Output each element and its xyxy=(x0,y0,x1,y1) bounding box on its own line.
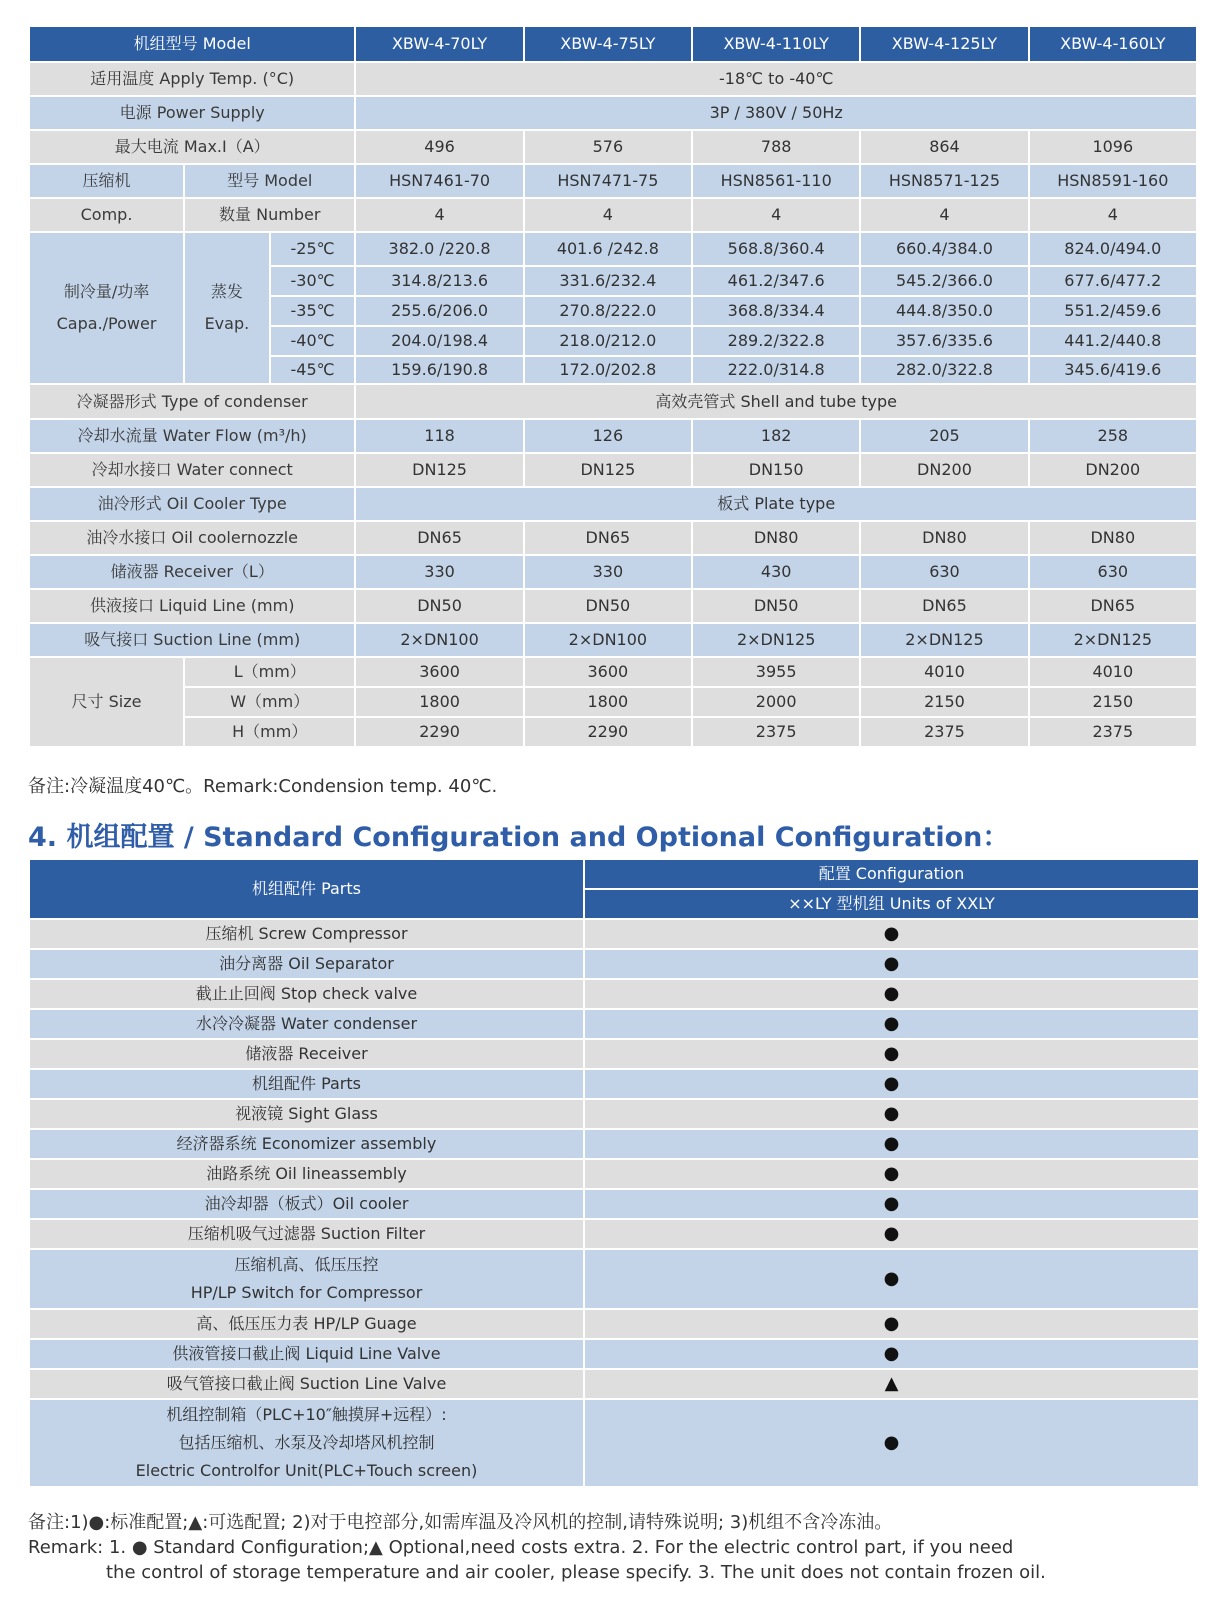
suction-line-value: 2×DN125 xyxy=(1029,623,1197,657)
config-row xyxy=(29,1189,1199,1219)
liquid-line-value: DN50 xyxy=(692,589,860,623)
capacity-value: 222.0/314.8 xyxy=(692,356,860,384)
config-part-line: Electric Controlfor Unit(PLC+Touch screen) xyxy=(135,1461,478,1480)
suction-line-label: 吸气接口 Suction Line (mm) xyxy=(29,623,355,657)
size-row xyxy=(29,687,1197,717)
max-current-value: 1096 xyxy=(1029,130,1197,164)
compressor-label-cn: 压缩机 xyxy=(29,164,184,198)
capacity-value: 401.6 /242.8 xyxy=(524,232,692,266)
config-body xyxy=(29,919,1199,1487)
water-flow-value: 118 xyxy=(355,419,523,453)
size-dim: L（mm） xyxy=(184,657,355,687)
oil-cooler-type-value: 板式 Plate type xyxy=(355,487,1197,521)
config-part-line: 油分离器 Oil Separator xyxy=(219,954,394,973)
units-header: ××LY 型机组 Units of XXLY xyxy=(584,889,1199,919)
receiver-value: 630 xyxy=(860,555,1028,589)
standard-mark: ● xyxy=(584,1219,1199,1249)
evap-label-cn: 蒸发 xyxy=(210,282,243,301)
config-part xyxy=(29,949,584,979)
config-part-line: 视液镜 Sight Glass xyxy=(235,1104,378,1123)
capacity-value: 461.2/347.6 xyxy=(692,266,860,296)
max-current-row xyxy=(29,130,1197,164)
oil-nozzle-value: DN80 xyxy=(1029,521,1197,555)
standard-mark: ● xyxy=(584,919,1199,949)
compressor-model-value: HSN7461-70 xyxy=(355,164,523,198)
oil-cooler-type-row xyxy=(29,487,1197,521)
config-header: 配置 Configuration xyxy=(584,859,1199,889)
condenser-type-label: 冷凝器形式 Type of condenser xyxy=(29,384,355,419)
standard-mark: ● xyxy=(584,1039,1199,1069)
config-part xyxy=(29,1249,584,1309)
water-connect-row xyxy=(29,453,1197,487)
power-supply-label: 电源 Power Supply xyxy=(29,96,355,130)
size-row xyxy=(29,657,1197,687)
config-part-line: 高、低压压力表 HP/LP Guage xyxy=(196,1314,417,1333)
size-value: 1800 xyxy=(355,687,523,717)
oil-nozzle-value: DN80 xyxy=(692,521,860,555)
config-table xyxy=(28,858,1200,1488)
config-part xyxy=(29,1159,584,1189)
suction-line-value: 2×DN125 xyxy=(692,623,860,657)
liquid-line-value: DN50 xyxy=(524,589,692,623)
standard-mark: ● xyxy=(584,1189,1199,1219)
size-dim: H（mm） xyxy=(184,717,355,747)
water-connect-value: DN200 xyxy=(860,453,1028,487)
config-part xyxy=(29,1099,584,1129)
water-flow-label: 冷却水流量 Water Flow (m³/h) xyxy=(29,419,355,453)
compressor-model-row xyxy=(29,164,1197,198)
evap-label-en: Evap. xyxy=(204,314,250,333)
oil-nozzle-value: DN80 xyxy=(860,521,1028,555)
config-header-row xyxy=(29,859,1199,889)
standard-mark: ● xyxy=(584,1309,1199,1339)
size-value: 1800 xyxy=(524,687,692,717)
capacity-value: 551.2/459.6 xyxy=(1029,296,1197,326)
capacity-value: 824.0/494.0 xyxy=(1029,232,1197,266)
size-value: 2290 xyxy=(524,717,692,747)
capacity-value: 172.0/202.8 xyxy=(524,356,692,384)
size-value: 3955 xyxy=(692,657,860,687)
standard-mark: ● xyxy=(584,949,1199,979)
water-flow-row xyxy=(29,419,1197,453)
capacity-value: 444.8/350.0 xyxy=(860,296,1028,326)
size-value: 3600 xyxy=(355,657,523,687)
max-current-label: 最大电流 Max.I（A） xyxy=(29,130,355,164)
oil-nozzle-value: DN65 xyxy=(524,521,692,555)
size-value: 2290 xyxy=(355,717,523,747)
config-part-line: 截止止回阀 Stop check valve xyxy=(195,984,418,1003)
config-row xyxy=(29,1069,1199,1099)
config-part-line: HP/LP Switch for Compressor xyxy=(190,1283,423,1302)
config-row xyxy=(29,1129,1199,1159)
config-row xyxy=(29,1309,1199,1339)
config-part xyxy=(29,919,584,949)
liquid-line-label: 供液接口 Liquid Line (mm) xyxy=(29,589,355,623)
config-remark-en-1: Remark: 1. ● Standard Configuration;▲ Optional,need costs extra. 2. For the electric control part, if you need xyxy=(28,1537,1014,1558)
standard-mark: ● xyxy=(584,1009,1199,1039)
model-header-row xyxy=(29,26,1197,62)
evap-temp: -40℃ xyxy=(270,326,356,356)
max-current-value: 864 xyxy=(860,130,1028,164)
capacity-value: 568.8/360.4 xyxy=(692,232,860,266)
compressor-model-value: HSN8591-160 xyxy=(1029,164,1197,198)
size-value: 2000 xyxy=(692,687,860,717)
water-connect-value: DN125 xyxy=(355,453,523,487)
config-part xyxy=(29,1069,584,1099)
liquid-line-row xyxy=(29,589,1197,623)
compressor-number-value: 4 xyxy=(355,198,523,232)
condenser-type-row xyxy=(29,384,1197,419)
config-part xyxy=(29,1129,584,1159)
config-part-line: 压缩机 Screw Compressor xyxy=(205,924,408,943)
config-part-line: 吸气管接口截止阀 Suction Line Valve xyxy=(166,1374,447,1393)
config-part-line: 储液器 Receiver xyxy=(245,1044,368,1063)
receiver-value: 330 xyxy=(524,555,692,589)
compressor-number-value: 4 xyxy=(524,198,692,232)
suction-line-row xyxy=(29,623,1197,657)
water-connect-value: DN200 xyxy=(1029,453,1197,487)
standard-mark: ● xyxy=(584,1339,1199,1369)
liquid-line-value: DN65 xyxy=(860,589,1028,623)
config-part xyxy=(29,1309,584,1339)
config-row xyxy=(29,919,1199,949)
config-row xyxy=(29,1099,1199,1129)
config-part-line: 压缩机吸气过滤器 Suction Filter xyxy=(187,1224,426,1243)
condenser-type-value: 高效壳管式 Shell and tube type xyxy=(355,384,1197,419)
config-part-line: 压缩机高、低压压控 xyxy=(234,1255,379,1274)
capacity-label-en: Capa./Power xyxy=(56,314,157,333)
capacity-value: 331.6/232.4 xyxy=(524,266,692,296)
spec-table xyxy=(28,25,1198,748)
model-header-label: 机组型号 Model xyxy=(29,26,355,62)
apply-temp-label: 适用温度 Apply Temp. (°C) xyxy=(29,62,355,96)
size-value: 2150 xyxy=(860,687,1028,717)
standard-mark: ● xyxy=(584,1099,1199,1129)
receiver-label: 储液器 Receiver（L） xyxy=(29,555,355,589)
compressor-number-label: 数量 Number xyxy=(184,198,355,232)
config-part xyxy=(29,1189,584,1219)
capacity-value: 270.8/222.0 xyxy=(524,296,692,326)
max-current-value: 496 xyxy=(355,130,523,164)
config-part xyxy=(29,1039,584,1069)
suction-line-value: 2×DN125 xyxy=(860,623,1028,657)
standard-mark: ● xyxy=(584,979,1199,1009)
capacity-value: 368.8/334.4 xyxy=(692,296,860,326)
compressor-label-en: Comp. xyxy=(29,198,184,232)
liquid-line-value: DN65 xyxy=(1029,589,1197,623)
size-value: 2375 xyxy=(692,717,860,747)
evap-temp: -45℃ xyxy=(270,356,356,384)
config-remark-en-2: the control of storage temperature and air cooler, please specify. 3. The unit does not contain frozen oil. xyxy=(106,1562,1046,1583)
config-row xyxy=(29,1009,1199,1039)
compressor-number-value: 4 xyxy=(1029,198,1197,232)
config-part-line: 油冷却器（板式）Oil cooler xyxy=(204,1194,409,1213)
apply-temp-value: -18℃ to -40℃ xyxy=(355,62,1197,96)
capacity-value: 660.4/384.0 xyxy=(860,232,1028,266)
section-title: 4. 机组配置 / Standard Configuration and Optional Configuration： xyxy=(28,822,1010,853)
config-part-line: 机组控制箱（PLC+10″触摸屏+远程）: xyxy=(166,1405,447,1424)
standard-mark: ● xyxy=(584,1129,1199,1159)
oil-cooler-type-label: 油冷形式 Oil Cooler Type xyxy=(29,487,355,521)
config-row xyxy=(29,1369,1199,1399)
capacity-value: 255.6/206.0 xyxy=(355,296,523,326)
config-part xyxy=(29,1369,584,1399)
standard-mark: ● xyxy=(584,1069,1199,1099)
optional-mark: ▲ xyxy=(584,1369,1199,1399)
compressor-model-label: 型号 Model xyxy=(184,164,355,198)
suction-line-value: 2×DN100 xyxy=(355,623,523,657)
standard-mark: ● xyxy=(584,1159,1199,1189)
water-connect-value: DN150 xyxy=(692,453,860,487)
model-name: XBW-4-160LY xyxy=(1029,26,1197,62)
oil-nozzle-label: 油冷水接口 Oil coolernozzle xyxy=(29,521,355,555)
size-label: 尺寸 Size xyxy=(29,657,184,747)
config-part-line: 经济器系统 Economizer assembly xyxy=(176,1134,437,1153)
receiver-value: 330 xyxy=(355,555,523,589)
capacity-label-cn: 制冷量/功率 xyxy=(63,282,150,301)
water-flow-value: 182 xyxy=(692,419,860,453)
config-part xyxy=(29,979,584,1009)
size-value: 4010 xyxy=(860,657,1028,687)
receiver-row xyxy=(29,555,1197,589)
config-part xyxy=(29,1399,584,1487)
capacity-value: 545.2/366.0 xyxy=(860,266,1028,296)
config-part-line: 供液管接口截止阀 Liquid Line Valve xyxy=(172,1344,441,1363)
max-current-value: 576 xyxy=(524,130,692,164)
parts-header: 机组配件 Parts xyxy=(29,859,584,919)
model-name: XBW-4-125LY xyxy=(860,26,1028,62)
config-part-line: 机组配件 Parts xyxy=(251,1074,361,1093)
evap-temp: -30℃ xyxy=(270,266,356,296)
apply-temp-row xyxy=(29,62,1197,96)
receiver-value: 630 xyxy=(1029,555,1197,589)
evap-temp: -35℃ xyxy=(270,296,356,326)
max-current-value: 788 xyxy=(692,130,860,164)
compressor-model-value: HSN8571-125 xyxy=(860,164,1028,198)
capacity-value: 204.0/198.4 xyxy=(355,326,523,356)
capacity-value: 441.2/440.8 xyxy=(1029,326,1197,356)
compressor-number-row xyxy=(29,198,1197,232)
config-part xyxy=(29,1339,584,1369)
config-part xyxy=(29,1219,584,1249)
size-value: 4010 xyxy=(1029,657,1197,687)
water-flow-value: 205 xyxy=(860,419,1028,453)
evap-label xyxy=(184,232,270,384)
config-remark-cn: 备注:1)●:标准配置;▲:可选配置; 2)对于电控部分,如需库温及冷风机的控制,请特殊说明; 3)机组不含冷冻油。 xyxy=(28,1512,893,1533)
oil-nozzle-value: DN65 xyxy=(355,521,523,555)
config-row xyxy=(29,1039,1199,1069)
capacity-value: 314.8/213.6 xyxy=(355,266,523,296)
capacity-value: 382.0 /220.8 xyxy=(355,232,523,266)
size-value: 2375 xyxy=(1029,717,1197,747)
water-connect-label: 冷却水接口 Water connect xyxy=(29,453,355,487)
capacity-row xyxy=(29,232,1197,266)
config-row xyxy=(29,1399,1199,1487)
model-name: XBW-4-110LY xyxy=(692,26,860,62)
liquid-line-value: DN50 xyxy=(355,589,523,623)
suction-line-value: 2×DN100 xyxy=(524,623,692,657)
compressor-model-value: HSN7471-75 xyxy=(524,164,692,198)
config-part-line: 油路系统 Oil lineassembly xyxy=(206,1164,407,1183)
model-name: XBW-4-75LY xyxy=(524,26,692,62)
size-row xyxy=(29,717,1197,747)
size-value: 3600 xyxy=(524,657,692,687)
size-value: 2150 xyxy=(1029,687,1197,717)
config-row xyxy=(29,1339,1199,1369)
capacity-value: 282.0/322.8 xyxy=(860,356,1028,384)
evap-temp: -25℃ xyxy=(270,232,356,266)
power-supply-row xyxy=(29,96,1197,130)
water-flow-value: 126 xyxy=(524,419,692,453)
config-row xyxy=(29,1159,1199,1189)
config-part xyxy=(29,1009,584,1039)
size-dim: W（mm） xyxy=(184,687,355,717)
config-remark xyxy=(28,1510,1046,1585)
size-value: 2375 xyxy=(860,717,1028,747)
config-part-line: 包括压缩机、水泵及冷却塔风机控制 xyxy=(178,1433,435,1452)
capacity-label xyxy=(29,232,184,384)
standard-mark: ● xyxy=(584,1249,1199,1309)
compressor-number-value: 4 xyxy=(692,198,860,232)
config-part-line: 水冷冷凝器 Water condenser xyxy=(195,1014,418,1033)
water-flow-value: 258 xyxy=(1029,419,1197,453)
config-row xyxy=(29,949,1199,979)
capacity-value: 357.6/335.6 xyxy=(860,326,1028,356)
model-name: XBW-4-70LY xyxy=(355,26,523,62)
config-row xyxy=(29,1219,1199,1249)
compressor-number-value: 4 xyxy=(860,198,1028,232)
power-supply-value: 3P / 380V / 50Hz xyxy=(355,96,1197,130)
capacity-value: 677.6/477.2 xyxy=(1029,266,1197,296)
capacity-value: 218.0/212.0 xyxy=(524,326,692,356)
config-row xyxy=(29,1249,1199,1309)
config-row xyxy=(29,979,1199,1009)
capacity-value: 159.6/190.8 xyxy=(355,356,523,384)
receiver-value: 430 xyxy=(692,555,860,589)
compressor-model-value: HSN8561-110 xyxy=(692,164,860,198)
condensing-remark: 备注:冷凝温度40℃。Remark:Condension temp. 40℃. xyxy=(28,776,498,797)
oil-nozzle-row xyxy=(29,521,1197,555)
capacity-value: 345.6/419.6 xyxy=(1029,356,1197,384)
capacity-value: 289.2/322.8 xyxy=(692,326,860,356)
standard-mark: ● xyxy=(584,1399,1199,1487)
water-connect-value: DN125 xyxy=(524,453,692,487)
